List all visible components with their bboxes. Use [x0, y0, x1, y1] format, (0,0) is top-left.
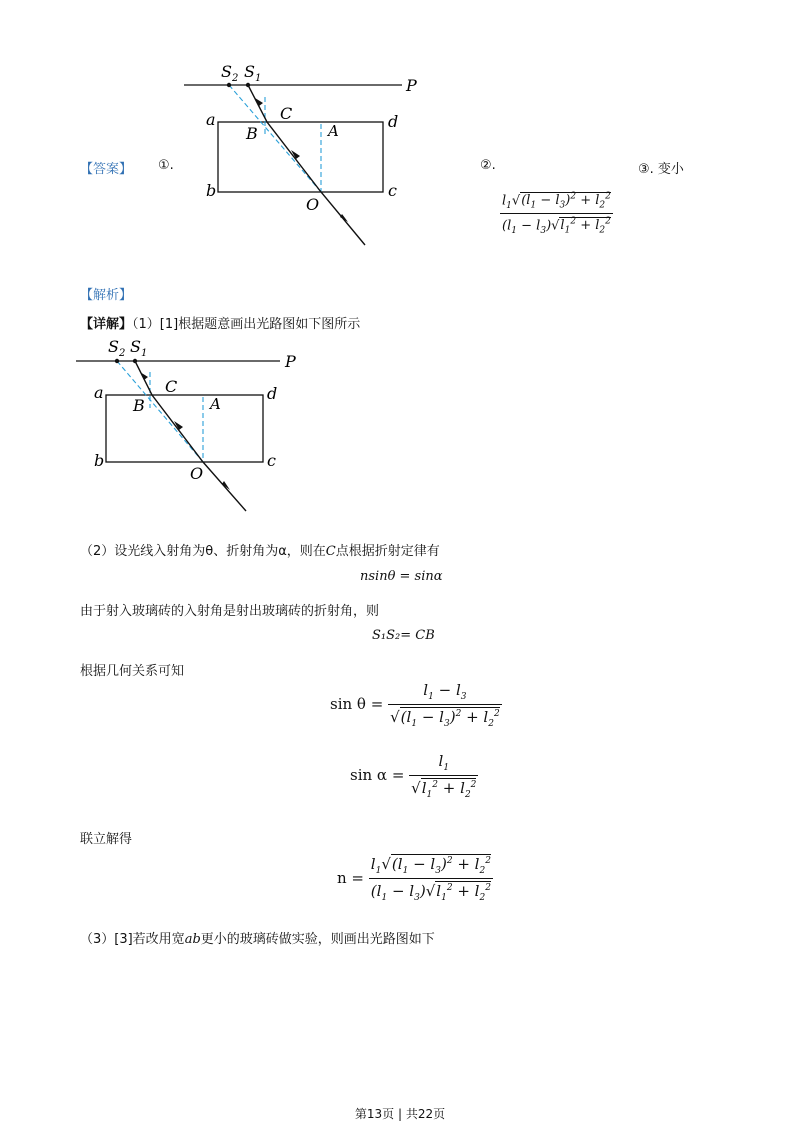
label-B: B — [246, 124, 258, 143]
label-c: c — [388, 181, 397, 200]
paragraph-5: 联立解得 — [80, 832, 133, 847]
paragraph-6: （3）[3]若改用宽ab更小的玻璃砖做实验，则画出光路图如下 — [80, 932, 435, 947]
page-footer: 第13页 | 共22页 — [354, 1107, 446, 1121]
answer-label: 【答案】 — [80, 162, 133, 177]
paragraph-2: （2）设光线入射角为θ、折射角为α，则在C点根据折射定律有 — [80, 544, 440, 559]
point-s1 — [133, 359, 137, 363]
light-path-diagram-2 — [62, 330, 322, 520]
label-d: d — [388, 112, 399, 131]
label-b: b — [94, 451, 105, 470]
dashed-ray-s2 — [229, 85, 321, 192]
label-A: A — [210, 395, 221, 413]
label-b: b — [206, 181, 217, 200]
arrow-out-icon — [140, 372, 148, 380]
label-A: A — [328, 122, 339, 140]
analysis-label: 【解析】 — [80, 288, 133, 303]
detail-label: 【详解】 — [80, 317, 133, 332]
label-s1: $S_1$ — [130, 337, 148, 359]
label-p: P — [285, 352, 296, 371]
glass-brick — [218, 122, 383, 192]
answer-2-formula: $\frac{l_1√(l_1 - l_3)^2 + l_2^2}{(l_1 - l_3)√l_1^2 + l_2^2}$ — [502, 192, 611, 236]
light-path-diagram-1 — [170, 55, 430, 255]
paragraph-4: 根据几何关系可知 — [80, 664, 185, 679]
answer-item-1: ①. — [158, 158, 174, 173]
label-a: a — [206, 110, 216, 129]
label-B: B — [133, 396, 145, 415]
label-O: O — [190, 464, 204, 483]
label-C: C — [165, 377, 178, 396]
equation-snell: nsinθ = sinα — [360, 569, 443, 584]
equation-s1s2: S₁S₂= CB — [372, 628, 435, 643]
point-s1 — [246, 83, 250, 87]
label-p: P — [406, 76, 417, 95]
label-a: a — [94, 383, 104, 402]
equation-sin-alpha: sin α = $\frac{l_1}{√l_1^2 + l_2^2}$ — [350, 752, 477, 800]
label-d: d — [267, 384, 278, 403]
point-s2 — [115, 359, 119, 363]
answer-item-3: ③. 变小 — [638, 162, 684, 177]
answer-item-2: ②. — [480, 158, 496, 173]
equation-n: n = $\frac{l_1√(l_1 - l_3)^2 + l_2^2}{(l_1 - l_3)√l_1^2 + l_2^2}$ — [337, 855, 491, 903]
light-ray — [135, 361, 246, 511]
paragraph-3: 由于射入玻璃砖的入射角是射出玻璃砖的折射角，则 — [80, 604, 380, 619]
glass-brick — [106, 395, 263, 462]
label-c: c — [267, 451, 276, 470]
label-s2: $S_2$ — [221, 62, 239, 84]
detail-text: （1）[1]根据题意画出光路图如下图所示 — [132, 317, 361, 332]
label-O: O — [306, 195, 320, 214]
dashed-ray-s2 — [117, 361, 203, 462]
label-s2: $S_2$ — [108, 337, 126, 359]
equation-sin-theta: sin θ = $\frac{l_1 - l_3}{√(l_1 - l_3)^2 + l_2^2}$ — [330, 681, 500, 729]
label-s1: $S_1$ — [244, 62, 262, 84]
label-C: C — [280, 104, 293, 123]
point-s2 — [227, 83, 231, 87]
